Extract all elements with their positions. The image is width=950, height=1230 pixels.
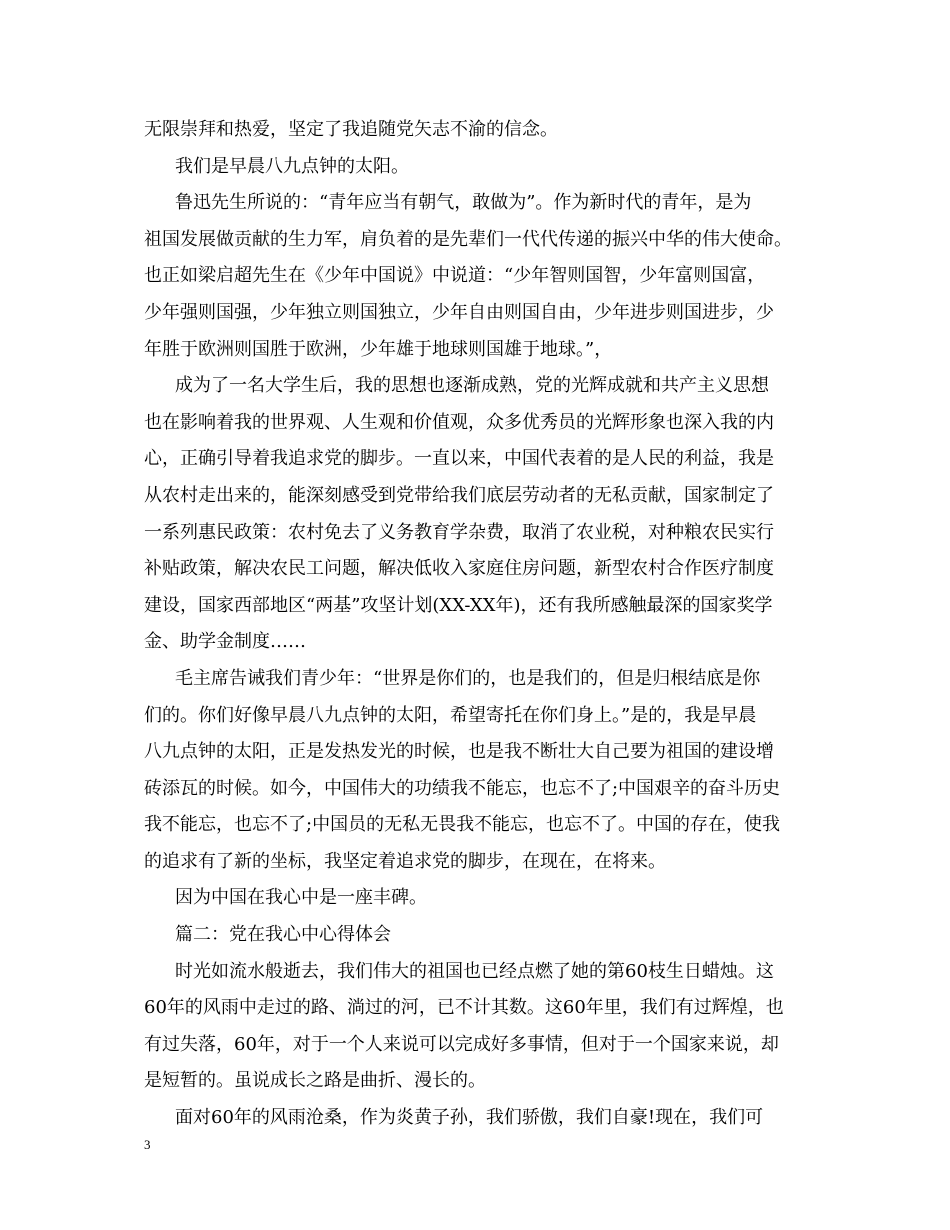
body-text: [144, 112, 824, 1137]
text-line: 60年的风雨中走过的路、淌过的河，已不计其数。这60年里，我们有过辉煌，也: [144, 997, 784, 1019]
section-heading: 篇二：党在我心中心得体会: [175, 924, 391, 946]
text-line: 心，正确引导着我追求党的脚步。一直以来，中国代表着的是人民的利益，我是: [144, 448, 774, 470]
text-line: 八九点钟的太阳，正是发热发光的时候，也是我不断壮大自己要为祖国的建设增: [144, 741, 774, 763]
text-line: 祖国发展做贡献的生力军，肩负着的是先辈们一代代传递的振兴中华的伟大使命。: [144, 228, 792, 250]
text-line: 我们是早晨八九点钟的太阳。: [175, 155, 409, 177]
text-line: 我不能忘，也忘不了;中国员的无私无畏我不能忘，也忘不了。中国的存在，使我: [144, 814, 781, 836]
text-line: 面对60年的风雨沧桑，作为炎黄子孙，我们骄傲，我们自豪!现在，我们可: [175, 1107, 764, 1129]
text-line: 鲁迅先生所说的：“青年应当有朝气，敢做为”。作为新时代的青年，是为: [175, 192, 752, 214]
text-line: 年胜于欧洲则国胜于欧洲，少年雄于地球则国雄于地球。”，: [144, 338, 613, 360]
text-line: 金、助学金制度……: [144, 631, 306, 653]
text-line: 也正如梁启超先生在《少年中国说》中说道：“少年智则国智，少年富则国富，: [144, 265, 766, 287]
text-line: 无限崇拜和热爱，坚定了我追随党矢志不渝的信念。: [144, 119, 558, 140]
text-line: 补贴政策，解决农民工问题，解决低收入家庭住房问题，新型农村合作医疗制度: [144, 558, 774, 580]
text-line: 砖添瓦的时候。如今，中国伟大的功绩我不能忘，也忘不了;中国艰辛的奋斗历史: [144, 777, 781, 799]
text-line: 们的。你们好像早晨八九点钟的太阳，希望寄托在你们身上。”是的，我是早晨: [144, 704, 757, 726]
text-line: 少年强则国强，少年独立则国独立，少年自由则国自由，少年进步则国进步，少: [144, 301, 774, 323]
page-number: 3: [144, 1137, 151, 1152]
text-line: 毛主席告诫我们青少年：“世界是你们的，也是我们的，但是归根结底是你: [175, 667, 761, 689]
text-line: 有过失落，60年，对于一个人来说可以完成好多事情，但对于一个国家来说，却: [144, 1033, 779, 1055]
text-line: 也在影响着我的世界观、人生观和价值观，众多优秀员的光辉形象也深入我的内: [144, 411, 774, 433]
text-line: 时光如流水般逝去，我们伟大的祖国也已经点燃了她的第60枝生日蜡烛。这: [175, 960, 774, 982]
text-line: 因为中国在我心中是一座丰碑。: [175, 887, 427, 909]
text-line: 一系列惠民政策：农村免去了义务教育学杂费，取消了农业税，对种粮农民实行: [144, 521, 774, 543]
text-line: 的追求有了新的坐标，我坚定着追求党的脚步，在现在，在将来。: [144, 850, 666, 872]
text-line: 从农村走出来的，能深刻感受到党带给我们底层劳动者的无私贡献，国家制定了: [144, 484, 774, 506]
text-line: 是短暂的。虽说成长之路是曲折、漫长的。: [144, 1070, 486, 1092]
text-line: 建设，国家西部地区“两基”攻坚计划(XX-XX年)，还有我所感触最深的国家奖学: [144, 594, 773, 616]
text-line: 成为了一名大学生后，我的思想也逐渐成熟，党的光辉成就和共产主义思想: [175, 375, 769, 397]
